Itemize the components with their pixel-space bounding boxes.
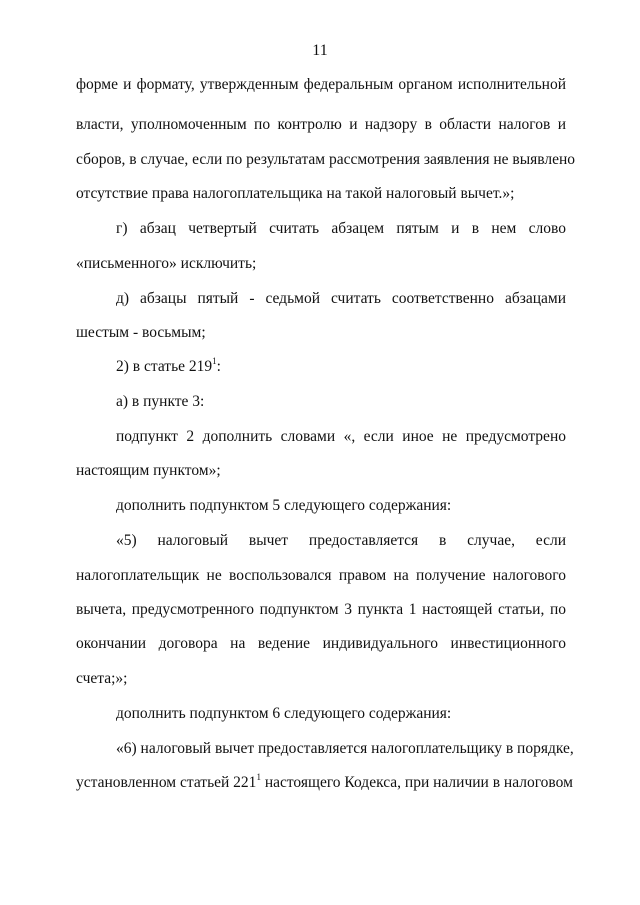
text-line: 2) в статье $219^1$:: [116, 355, 221, 375]
text-line: вычета, предусмотренного подпунктом 3 пункта 1 настоящей статьи, по: [76, 601, 566, 618]
text-line: дополнить подпунктом 6 следующего содержания:: [116, 705, 452, 722]
text-line: д) абзацы пятый - седьмой считать соответственно абзацами: [116, 290, 566, 307]
text-line: «5) налоговый вычет предоставляется в случае, если: [116, 532, 566, 549]
text-line: счета;»;: [76, 670, 128, 687]
text-line: власти, уполномоченным по контролю и надзору в области налогов и: [76, 116, 566, 133]
text-line: подпункт 2 дополнить словами «, если иное не предусмотрено: [116, 428, 566, 445]
text-line: дополнить подпунктом 5 следующего содержания:: [116, 497, 452, 514]
text-line: отсутствие права налогоплательщика на такой налоговый вычет.»;: [76, 185, 515, 202]
text-line: окончании договора на ведение индивидуального инвестиционного: [76, 635, 566, 652]
text-line: г) абзац четвертый считать абзацем пятым и в нем слово: [116, 220, 566, 237]
page-number: 11: [312, 42, 328, 59]
text-line: настоящим пунктом»;: [76, 462, 221, 479]
text-line: «6) налоговый вычет предоставляется налогоплательщику в порядке,: [116, 740, 574, 757]
text-line: сборов, в случае, если по результатам рассмотрения заявления не выявлено: [76, 151, 576, 168]
text-line: налогоплательщик не воспользовался правом на получение налогового: [76, 567, 566, 584]
text-line: шестым - восьмым;: [76, 324, 206, 341]
text-line: форме и формату, утвержденным федеральным органом исполнительной: [76, 76, 566, 93]
text-line: установленном статьей $221^1$ настоящего Кодекса, при наличии в налоговом: [76, 771, 573, 791]
text-line: «письменного» исключить;: [76, 255, 257, 272]
text-line: а) в пункте 3:: [116, 393, 205, 410]
